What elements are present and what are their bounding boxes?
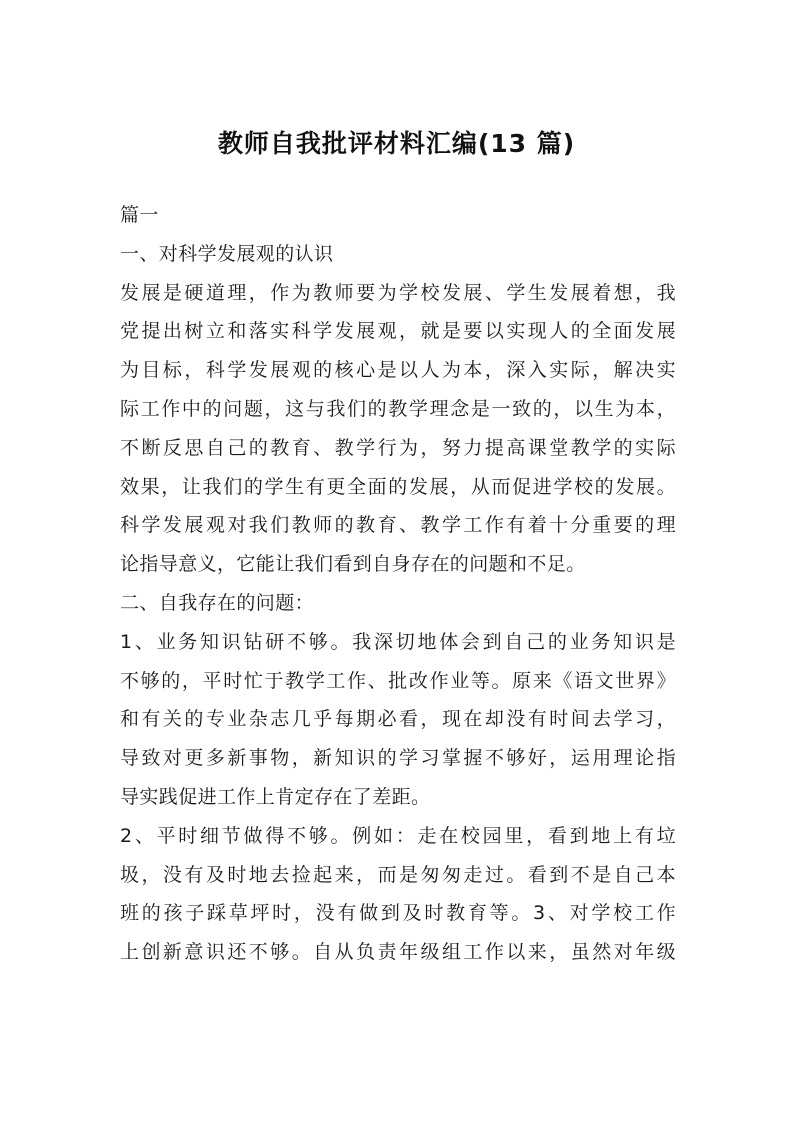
text-line: 上创新意识还不够。自从负责年级组工作以来，虽然对年级	[120, 941, 676, 964]
text-line: 班的孩子踩草坪时，没有做到及时教育等。3、对学校工作	[120, 902, 676, 925]
text-line: 圾，没有及时地去捡起来，而是匆匆走过。看到不是自己本	[120, 863, 676, 886]
document-title: 教师自我批评材料汇编(13 篇)	[217, 129, 576, 158]
text-line: 党提出树立和落实科学发展观，就是要以实现人的全面发展	[120, 320, 676, 343]
text-line: 和有关的专业杂志几乎每期必看，现在却没有时间去学习，	[120, 708, 676, 731]
text-line: 发展是硬道理，作为教师要为学校发展、学生发展着想，我	[120, 281, 676, 304]
text-line: 导实践促进工作上肯定存在了差距。	[120, 785, 431, 808]
text-line: 际工作中的问题，这与我们的教学理念是一致的，以生为本，	[120, 397, 676, 420]
text-line: 一、对科学发展观的认识	[120, 242, 334, 265]
document-body	[120, 196, 676, 972]
text-line: 篇一	[120, 204, 159, 226]
text-line: 论指导意义，它能让我们看到自身存在的问题和不足。	[120, 553, 586, 576]
text-line: 科学发展观对我们教师的教育、教学工作有着十分重要的理	[120, 514, 676, 537]
text-line: 导致对更多新事物，新知识的学习掌握不够好，运用理论指	[120, 747, 676, 770]
text-line: 2、平时细节做得不够。例如：走在校园里，看到地上有垃	[120, 824, 676, 847]
text-line: 不断反思自己的教育、教学行为，努力提高课堂教学的实际	[120, 436, 676, 459]
text-line: 效果，让我们的学生有更全面的发展，从而促进学校的发展。	[120, 475, 676, 498]
text-line: 不够的，平时忙于教学工作、批改作业等。原来《语文世界》	[120, 669, 676, 692]
text-line: 1、业务知识钻研不够。我深切地体会到自己的业务知识是	[120, 630, 676, 653]
text-line: 为目标，科学发展观的核心是以人为本，深入实际，解决实	[120, 359, 676, 382]
text-line: 二、自我存在的问题：	[120, 591, 315, 614]
